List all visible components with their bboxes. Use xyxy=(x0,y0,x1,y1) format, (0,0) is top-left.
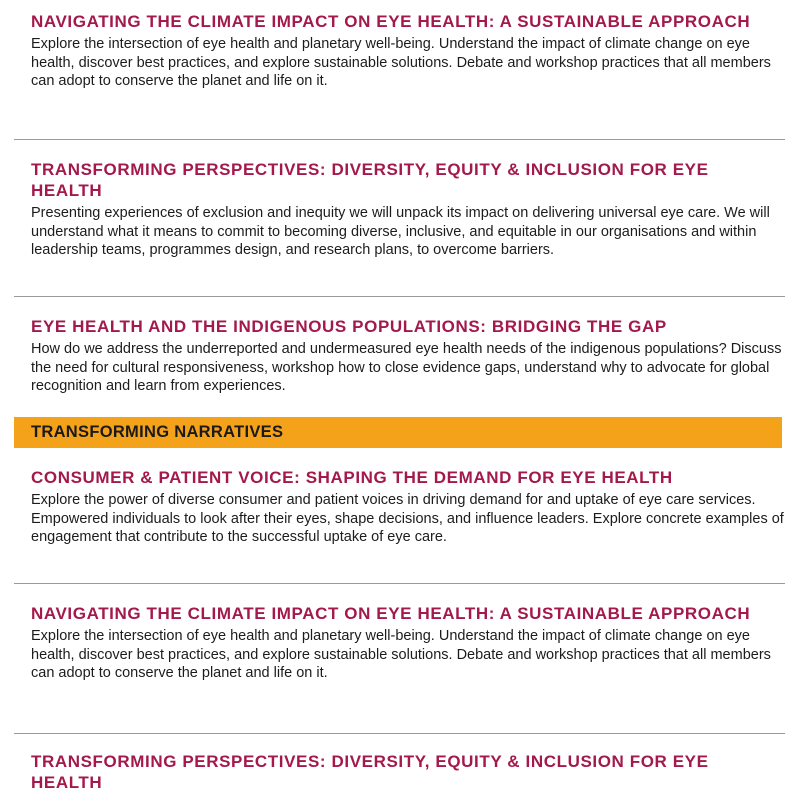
session-title: EYE HEALTH AND THE INDIGENOUS POPULATIONS: BRIDGING THE GAP xyxy=(31,317,667,336)
session-block xyxy=(14,603,785,683)
divider xyxy=(14,296,785,297)
session-title: NAVIGATING THE CLIMATE IMPACT ON EYE HEALTH: A SUSTAINABLE APPROACH xyxy=(31,12,751,31)
divider xyxy=(14,583,785,584)
session-block xyxy=(14,159,785,260)
section-banner: TRANSFORMING NARRATIVES xyxy=(14,417,782,448)
session-block xyxy=(14,316,785,396)
session-block xyxy=(14,11,785,91)
session-description: Explore the intersection of eye health and planetary well-being. Understand the impact of climate change on eye health, discover best practices, and explore sustainable solutions. Debate and workshop practices that all members can adopt to conserve the planet and life on it. xyxy=(31,628,771,681)
divider xyxy=(14,139,785,140)
session-block xyxy=(14,751,785,793)
divider xyxy=(14,733,785,734)
session-description: Presenting experiences of exclusion and inequity we will unpack its impact on delivering universal eye care. We will understand what it means to commit to becoming diverse, inclusive, and equitable in our organisations and within leadership teams, programmes design, and research plans, to overcome barriers. xyxy=(31,205,770,258)
session-title: CONSUMER & PATIENT VOICE: SHAPING THE DEMAND FOR EYE HEALTH xyxy=(31,468,673,487)
session-title: NAVIGATING THE CLIMATE IMPACT ON EYE HEALTH: A SUSTAINABLE APPROACH xyxy=(31,604,751,623)
session-description: Explore the intersection of eye health and planetary well-being. Understand the impact of climate change on eye health, discover best practices, and explore sustainable solutions. Debate and workshop practices that all members can adopt to conserve the planet and life on it. xyxy=(31,36,771,89)
session-description: How do we address the underreported and undermeasured eye health needs of the indigenous populations? Discuss the need for cultural responsiveness, workshop how to close evidence gaps, understand why to advocate for global recognition and learn from experiences. xyxy=(31,341,782,394)
session-title: TRANSFORMING PERSPECTIVES: DIVERSITY, EQUITY & INCLUSION FOR EYE HEALTH xyxy=(31,160,709,200)
session-description: Explore the power of diverse consumer and patient voices in driving demand for and uptake of eye care services. Empowered individuals to look after their eyes, shape decisions, and influence leaders. Explore concrete examples of engagement that contribute to the successful uptake of eye care. xyxy=(31,492,784,545)
session-block xyxy=(14,467,785,547)
session-title: TRANSFORMING PERSPECTIVES: DIVERSITY, EQUITY & INCLUSION FOR EYE HEALTH xyxy=(31,752,709,792)
